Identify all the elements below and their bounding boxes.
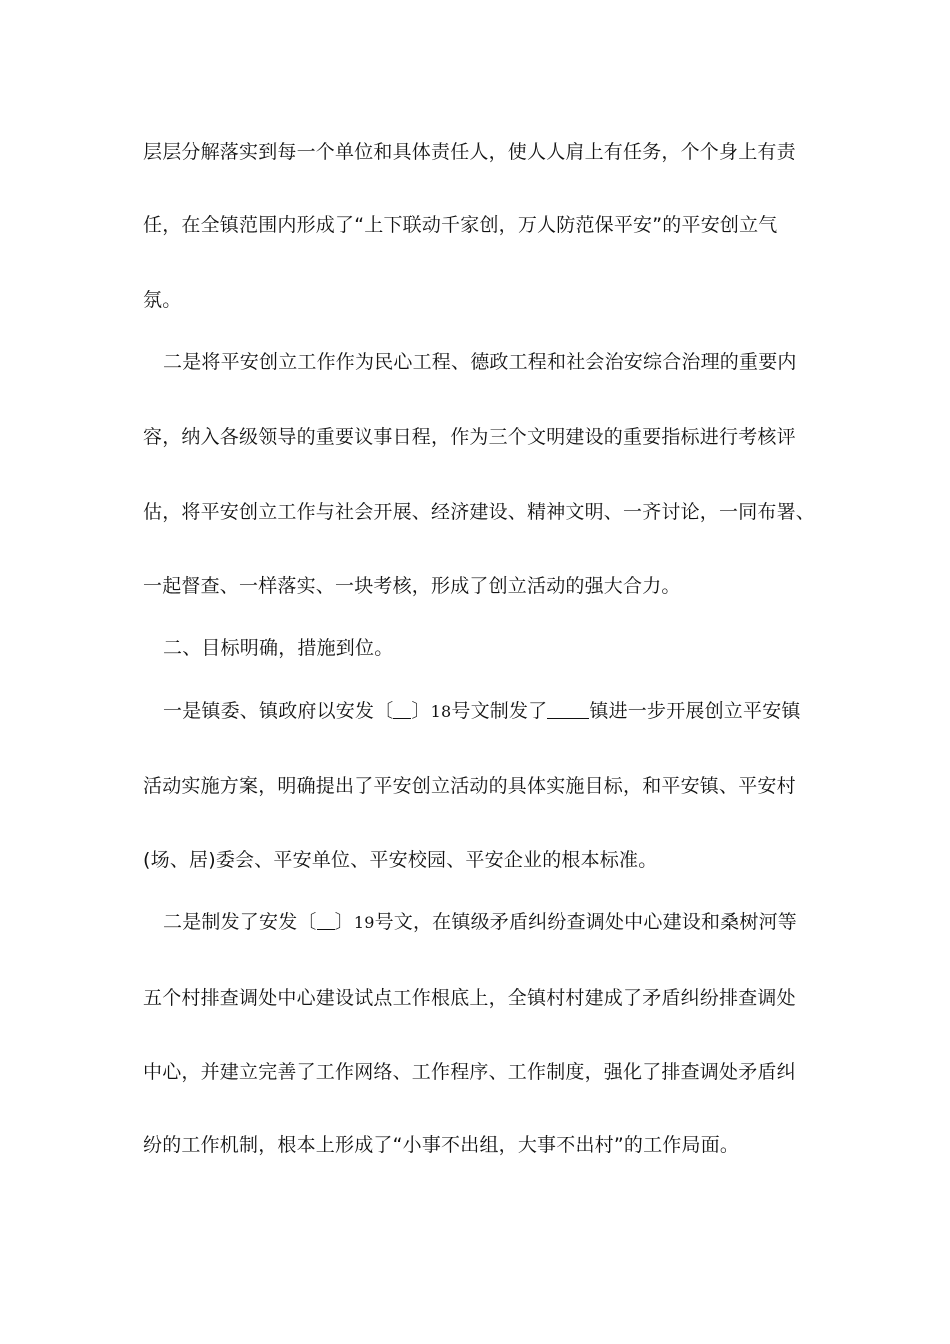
paragraph-line: 二是将平安创立工作作为民心工程、德政工程和社会治安综合治理的重要内 [163, 351, 797, 373]
line-text: 号文制发了 [451, 700, 548, 722]
line-text: 〕 [334, 911, 354, 933]
line-text: 二是制发了安发〔 [163, 911, 317, 933]
line-text: 〕 [411, 700, 431, 722]
paragraph-line: 估，将平安创立工作与社会开展、经济建设、精神文明、一齐讨论，一同布署、 [143, 501, 816, 523]
paragraph-line: 任，在全镇范围内形成了“上下联动千家创，万人防范保平安”的平安创立气 [143, 214, 778, 236]
paragraph-line: 氛。 [143, 289, 182, 311]
paragraph-line [163, 696, 843, 726]
paragraph-line: 中心，并建立完善了工作网络、工作程序、工作制度，强化了排查调处矛盾纠 [143, 1061, 796, 1083]
line-text: 号文，在镇级矛盾纠纷查调处中心建设和桑树河等 [374, 911, 797, 933]
blank-field [317, 911, 335, 930]
paragraph-line: 纷的工作机制，根本上形成了“小事不出组，大事不出村”的工作局面。 [143, 1134, 740, 1156]
paragraph-line: 层层分解落实到每一个单位和具体责任人，使人人肩上有任务，个个身上有责 [143, 141, 796, 163]
blank-field [393, 700, 411, 719]
paragraph-line: 一起督查、一样落实、一块考核，形成了创立活动的强大合力。 [143, 575, 681, 597]
document-number: 19 [353, 913, 375, 932]
paragraph-line: 五个村排查调处中心建设试点工作根底上，全镇村村建成了矛盾纠纷排查调处 [143, 987, 796, 1009]
paragraph-line [163, 907, 843, 937]
line-text: 镇进一步开展创立平安镇 [589, 700, 801, 722]
document-number: 18 [430, 702, 452, 721]
paragraph-line: 活动实施方案，明确提出了平安创立活动的具体实施目标，和平安镇、平安村 [143, 775, 796, 797]
paragraph-line: 容，纳入各级领导的重要议事日程，作为三个文明建设的重要指标进行考核评 [143, 426, 796, 448]
section-heading: 二、目标明确，措施到位。 [163, 637, 394, 659]
paragraph-line: (场、居)委会、平安单位、平安校园、平安企业的根本标准。 [143, 849, 658, 871]
line-text: 一是镇委、镇政府以安发〔 [163, 700, 394, 722]
blank-field [547, 700, 589, 719]
